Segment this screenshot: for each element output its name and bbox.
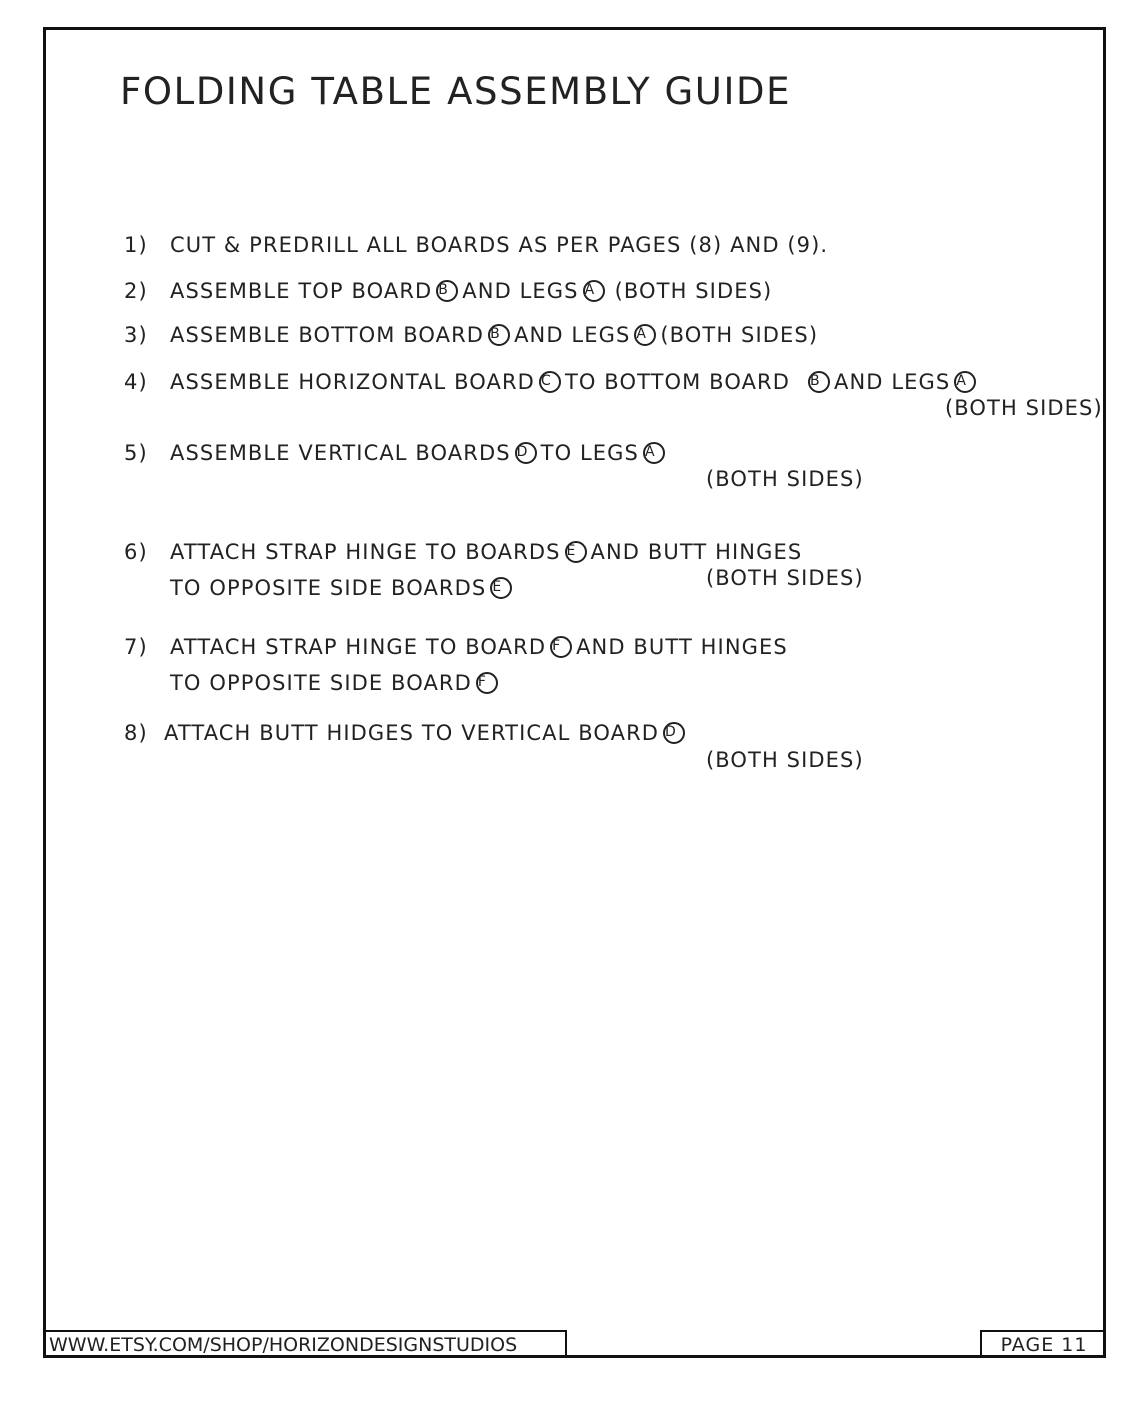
part-label-d: D bbox=[515, 442, 537, 464]
step-text: AND LEGS bbox=[514, 323, 631, 347]
step-text: ASSEMBLE VERTICAL BOARDS bbox=[170, 441, 511, 465]
both-sides-note: (BOTH SIDES) bbox=[706, 566, 864, 590]
step-text: TO OPPOSITE SIDE BOARDS bbox=[170, 576, 487, 600]
step-1 bbox=[124, 233, 828, 257]
step-number: 4) bbox=[124, 370, 148, 394]
part-label-b: B bbox=[488, 324, 510, 346]
step-8 bbox=[124, 721, 689, 745]
step-number: 7) bbox=[124, 635, 148, 659]
part-label-b: B bbox=[808, 371, 830, 393]
both-sides-note: (BOTH SIDES) bbox=[706, 467, 864, 491]
step-5 bbox=[124, 441, 669, 465]
part-label-c: C bbox=[539, 371, 561, 393]
part-label-a: A bbox=[643, 442, 665, 464]
step-text: ASSEMBLE BOTTOM BOARD bbox=[170, 323, 485, 347]
step-2 bbox=[124, 279, 772, 303]
step-4 bbox=[124, 370, 980, 394]
step-number: 3) bbox=[124, 323, 148, 347]
step-number: 8) bbox=[124, 721, 148, 745]
step-3 bbox=[124, 323, 818, 347]
step-text: ATTACH STRAP HINGE TO BOARD bbox=[170, 635, 547, 659]
both-sides-note: (BOTH SIDES) bbox=[945, 396, 1103, 420]
step-text: TO LEGS bbox=[540, 441, 639, 465]
step-6 bbox=[124, 540, 802, 564]
step-text: AND LEGS bbox=[834, 370, 951, 394]
both-sides-note: (BOTH SIDES) bbox=[614, 279, 773, 303]
part-label-f: F bbox=[550, 636, 572, 658]
step-text: AND BUTT HINGES bbox=[576, 635, 788, 659]
part-label-b: B bbox=[436, 280, 458, 302]
step-7 bbox=[124, 635, 788, 659]
part-label-e: E bbox=[565, 541, 587, 563]
step-text: TO BOTTOM BOARD bbox=[564, 370, 791, 394]
step-text: TO OPPOSITE SIDE BOARD bbox=[170, 671, 472, 695]
step-6-continued bbox=[170, 576, 516, 600]
step-text: AND BUTT HINGES bbox=[590, 540, 803, 564]
part-label-e: E bbox=[490, 577, 512, 599]
step-number: 6) bbox=[124, 540, 148, 564]
step-7-continued bbox=[170, 671, 502, 695]
step-number: 2) bbox=[124, 279, 148, 303]
part-label-a: A bbox=[583, 280, 605, 302]
page-number: PAGE 11 bbox=[980, 1330, 1106, 1358]
step-text: ATTACH BUTT HIDGES TO VERTICAL BOARD bbox=[164, 721, 660, 745]
part-label-a: A bbox=[954, 371, 976, 393]
shop-url: WWW.ETSY.COM/SHOP/HORIZONDESIGNSTUDIOS bbox=[43, 1330, 567, 1358]
both-sides-note: (BOTH SIDES) bbox=[706, 748, 864, 772]
part-label-f: F bbox=[476, 672, 498, 694]
page-title: FOLDING TABLE ASSEMBLY GUIDE bbox=[120, 70, 792, 113]
part-label-a: A bbox=[634, 324, 656, 346]
step-text: AND LEGS bbox=[462, 279, 579, 303]
step-number: 1) bbox=[124, 233, 148, 257]
step-text: ASSEMBLE HORIZONTAL BOARD bbox=[170, 370, 535, 394]
step-text: ASSEMBLE TOP BOARD bbox=[170, 279, 433, 303]
part-label-d: D bbox=[663, 722, 685, 744]
both-sides-note: (BOTH SIDES) bbox=[660, 323, 819, 347]
step-text: CUT & PREDRILL ALL BOARDS AS PER PAGES (8) AND (9). bbox=[170, 233, 829, 257]
step-text: ATTACH STRAP HINGE TO BOARDS bbox=[170, 540, 561, 564]
step-number: 5) bbox=[124, 441, 148, 465]
